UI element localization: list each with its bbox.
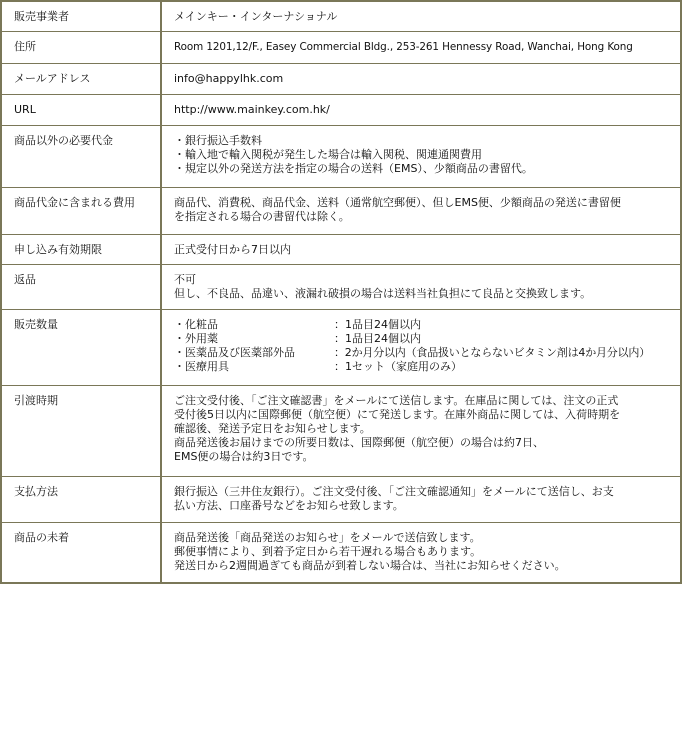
product-category: ・医療用具	[174, 359, 229, 373]
row-value	[161, 385, 681, 476]
row-label: 販売数量	[1, 309, 161, 385]
row-value	[161, 234, 681, 264]
row-label: 商品の未着	[1, 522, 161, 583]
text-line: EMS便の場合は約3日です。	[174, 449, 314, 463]
row-value	[161, 31, 681, 63]
row-value	[161, 125, 681, 187]
row-label: 返品	[1, 264, 161, 309]
quantity-limit: ：1セット（家庭用のみ）	[334, 359, 462, 373]
table-row	[1, 187, 681, 234]
quantity-limit: ：1品目24個以内	[334, 317, 421, 331]
row-label: メールアドレス	[1, 63, 161, 94]
table-row	[1, 125, 681, 187]
text-line: 商品発送後お届けまでの所要日数は、国際郵便（航空便）の場合は約7日、	[174, 435, 544, 449]
text-line: ご注文受付後、「ご注文確認書」をメールにて送信します。在庫品に関しては、注文の正式	[174, 393, 619, 407]
email-link[interactable]: info@happylhk.com	[174, 71, 284, 85]
text-line: 確認後、発送予定日をお知らせします。	[174, 421, 371, 435]
row-value	[161, 522, 681, 583]
table-row	[1, 234, 681, 264]
text-line: 発送日から2週間過ぎても商品が到着しない場合は、当社にお知らせください。	[174, 558, 566, 572]
row-value	[161, 1, 681, 31]
row-value	[161, 63, 681, 94]
seller-name: メインキー・インターナショナル	[174, 10, 338, 23]
text-line: 払い方法、口座番号などをお知らせ致します。	[174, 498, 404, 512]
table-row	[1, 94, 681, 125]
text-line: 郵便事情により、到着予定日から若干遅れる場合もあります。	[174, 544, 482, 558]
text-line: 受付後5日以内に国際郵便（航空便）にて発送します。在庫外商品に関しては、入荷時期を	[174, 407, 621, 421]
row-value	[161, 309, 681, 385]
product-category: ・化粧品	[174, 317, 218, 331]
sale-limit-item	[174, 332, 670, 346]
text-line: を指定される場合の書留代は除く。	[174, 209, 350, 223]
table-row	[1, 385, 681, 476]
row-value	[161, 94, 681, 125]
text-line: 不可	[174, 272, 196, 286]
website-link[interactable]: http://www.mainkey.com.hk/	[174, 102, 330, 116]
row-label: 販売事業者	[1, 1, 161, 31]
address-text: Room 1201,12/F., Easey Commercial Bldg., 253-261 Hennessy Road, Wanchai, Hong Kong	[174, 40, 633, 53]
row-label: 住所	[1, 31, 161, 63]
text-line: 但し、不良品、品違い、液漏れ破損の場合は送料当社負担にて良品と交換致します。	[174, 286, 592, 300]
text-line: 商品発送後「商品発送のお知らせ」をメールで送信致します。	[174, 530, 481, 544]
row-label: 商品以外の必要代金	[1, 125, 161, 187]
table-row	[1, 264, 681, 309]
sale-limit-item	[174, 318, 670, 332]
row-label: 引渡時期	[1, 385, 161, 476]
text-line: ・規定以外の発送方法を指定の場合の送料（EMS）、少額商品の書留代。	[174, 161, 533, 175]
row-value	[161, 264, 681, 309]
text-line: ・輸入地で輸入関税が発生した場合は輸入関税、関連通関費用	[174, 147, 482, 161]
table-row	[1, 1, 681, 31]
product-category: ・外用薬	[174, 331, 218, 345]
row-value	[161, 187, 681, 234]
row-label: 支払方法	[1, 476, 161, 522]
quantity-limit: ：2か月分以内（食品扱いとならないビタミン剤は4か月分以内）	[334, 345, 650, 359]
row-value	[161, 476, 681, 522]
row-label: URL	[1, 94, 161, 125]
sale-limit-item	[174, 360, 670, 374]
quantity-limit: ：1品目24個以内	[334, 331, 421, 345]
text-line: 正式受付日から7日以内	[174, 242, 291, 256]
text-line: 商品代、消費税、商品代金、送料（通常航空郵便）、但しEMS便、少額商品の発送に書留便	[174, 195, 621, 209]
table-row	[1, 522, 681, 583]
table-row	[1, 63, 681, 94]
product-category: ・医薬品及び医薬部外品	[174, 345, 295, 359]
sale-limit-item	[174, 346, 670, 360]
table-row	[1, 31, 681, 63]
table-row	[1, 476, 681, 522]
text-line: ・銀行振込手数料	[174, 133, 262, 147]
table-row	[1, 309, 681, 385]
text-line: 銀行振込（三井住友銀行）。ご注文受付後、「ご注文確認通知」をメールにて送信し、お支	[174, 484, 614, 498]
row-label: 申し込み有効期限	[1, 234, 161, 264]
row-label: 商品代金に含まれる費用	[1, 187, 161, 234]
